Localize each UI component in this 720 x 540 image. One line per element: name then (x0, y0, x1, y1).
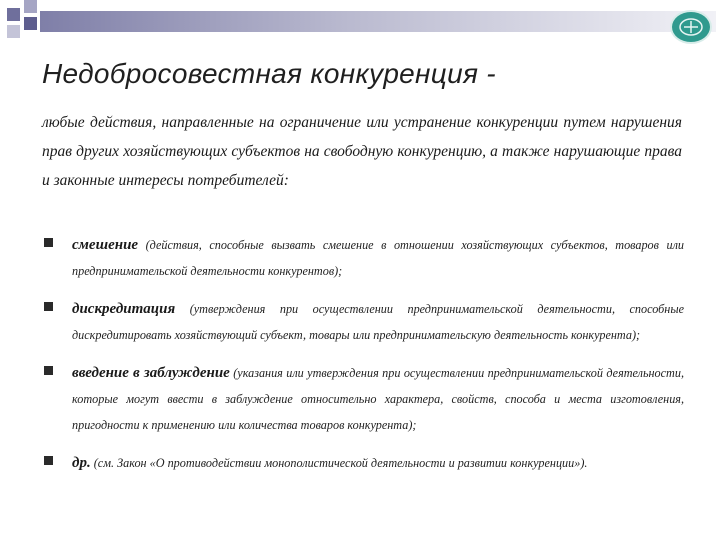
list-item-description: (см. Закон «О противодействии монополистической деятельности и развитии конкуренции»). (90, 456, 588, 470)
list-item (44, 360, 684, 438)
slide-title: Недобросовестная конкуренция - (42, 58, 496, 89)
deco-square (24, 0, 37, 13)
list-item-description: (утверждения при осуществлении предпринимательской деятельности, способные дискредитировать хозяйствующий субъект, товары или предпринимательскую деятельность конкурента); (72, 302, 684, 342)
definition-text: любые действия, направленные на ограничение или устранение конкуренции путем нарушения прав других хозяйствующих субъектов на свободную конкуренцию, а также нарушающие права и законные интересы потребителей: (42, 114, 682, 189)
list-item (44, 296, 684, 348)
list-item-text (72, 296, 684, 348)
list-item-text (72, 450, 684, 476)
square-bullet-icon (44, 366, 53, 375)
list-item-text (72, 232, 684, 284)
square-bullet-icon (44, 302, 53, 311)
header-gradient-bar (40, 11, 716, 32)
list-item-term: введение в заблуждение (72, 365, 230, 381)
list-item-description: (действия, способные вызвать смешение в отношении хозяйствующих субъектов, товаров или предпринимательской деятельности конкурентов); (72, 238, 684, 278)
deco-square (24, 17, 37, 30)
square-bullet-icon (44, 456, 53, 465)
list-item-description: (указания или утверждения при осуществлении предпринимательской деятельности, которые могут ввести в заблуждение относительно характера, свойств, способа и места изготовления, пригодности к применению или количества товаров конкурента); (72, 366, 685, 432)
deco-square (7, 25, 20, 38)
list-item-term: дискредитация (72, 301, 176, 317)
forms-list (44, 232, 684, 488)
list-item-term: смешение (72, 237, 139, 253)
emblem-logo-icon (670, 10, 712, 44)
list-item-text (72, 360, 684, 438)
list-item (44, 450, 684, 476)
square-bullet-icon (44, 238, 53, 247)
deco-square (7, 8, 20, 21)
list-item (44, 232, 684, 284)
list-item-term: др. (72, 455, 91, 471)
